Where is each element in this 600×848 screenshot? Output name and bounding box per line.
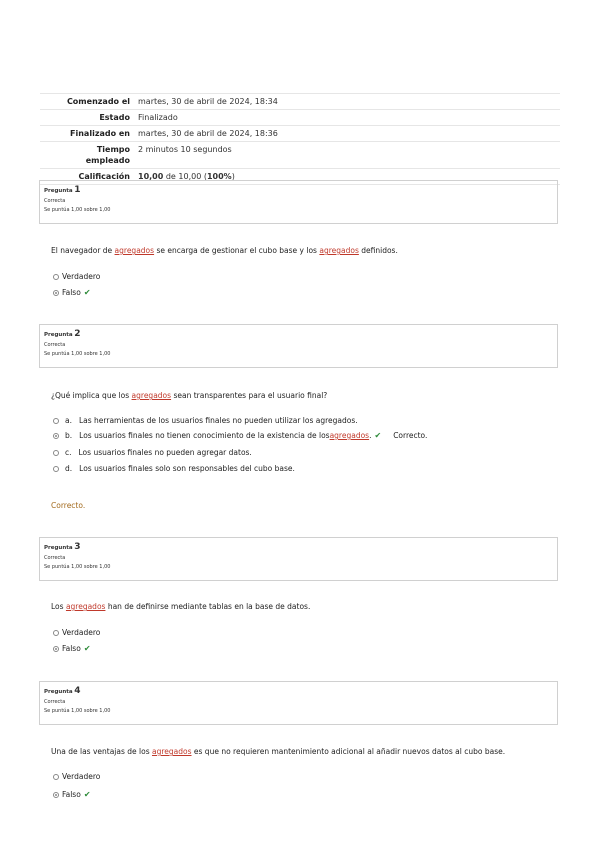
question-label: Pregunta: [44, 332, 73, 338]
summary-value: martes, 30 de abril de 2024, 18:34: [134, 94, 560, 110]
question-status: Correcta: [44, 342, 66, 348]
summary-row: [40, 110, 560, 126]
radio-icon[interactable]: [53, 646, 59, 652]
radio-icon[interactable]: [53, 274, 59, 280]
answer-option[interactable]: Verdadero: [53, 628, 100, 637]
question-label: Pregunta: [44, 188, 73, 194]
question-text: Una de las ventajas de los agregados es que no requieren mantenimiento adicional al añadir nuevos datos al cubo base.: [51, 747, 506, 756]
radio-icon[interactable]: [53, 466, 59, 472]
answer-option[interactable]: Verdadero: [53, 272, 100, 281]
question-info-box: [39, 537, 558, 581]
radio-icon[interactable]: [53, 450, 59, 456]
check-icon: ✔: [374, 431, 382, 440]
general-feedback: Correcto.: [51, 501, 86, 510]
question-number: 4: [74, 686, 81, 696]
option-feedback: Correcto.: [393, 431, 428, 440]
answer-option[interactable]: b. Los usuarios finales no tienen conocimiento de la existencia de los agregados . ✔ Correcto.: [53, 431, 427, 440]
question-label: Pregunta: [44, 545, 73, 551]
question-score: Se puntúa 1,00 sobre 1,00: [44, 564, 111, 570]
summary-label: Tiempo empleado: [40, 142, 134, 169]
check-icon: ✔: [83, 288, 91, 297]
summary-row: [40, 126, 560, 142]
question-info-box: [39, 180, 558, 224]
question-status: Correcta: [44, 198, 66, 204]
question-info-box: [39, 681, 558, 725]
summary-row: [40, 94, 560, 110]
summary-row: [40, 142, 560, 169]
summary-label: Comenzado el: [40, 94, 134, 110]
question-number: 1: [74, 185, 81, 195]
check-icon: ✔: [83, 790, 91, 799]
radio-icon[interactable]: [53, 792, 59, 798]
answer-option[interactable]: d. Los usuarios finales solo son responsables del cubo base.: [53, 464, 295, 473]
summary-value: martes, 30 de abril de 2024, 18:36: [134, 126, 560, 142]
radio-icon[interactable]: [53, 630, 59, 636]
summary-label: Estado: [40, 110, 134, 126]
question-score: Se puntúa 1,00 sobre 1,00: [44, 207, 111, 213]
question-score: Se puntúa 1,00 sobre 1,00: [44, 708, 111, 714]
summary-value: 2 minutos 10 segundos: [134, 142, 560, 169]
check-icon: ✔: [83, 644, 91, 653]
radio-icon[interactable]: [53, 774, 59, 780]
question-score: Se puntúa 1,00 sobre 1,00: [44, 351, 111, 357]
summary-label: Calificación: [40, 169, 134, 185]
question-text: El navegador de agregados se encarga de gestionar el cubo base y los agregados definidos.: [51, 246, 398, 255]
question-status: Correcta: [44, 699, 66, 705]
radio-icon[interactable]: [53, 290, 59, 296]
radio-icon[interactable]: [53, 418, 59, 424]
question-text: Los agregados han de definirse mediante tablas en la base de datos.: [51, 602, 311, 611]
question-label: Pregunta: [44, 689, 73, 695]
question-info-box: [39, 324, 558, 368]
attempt-summary-table: [40, 93, 560, 185]
answer-option[interactable]: Falso ✔: [53, 288, 91, 297]
answer-option[interactable]: Falso ✔: [53, 644, 91, 653]
question-number: 2: [74, 329, 81, 339]
answer-option[interactable]: Falso ✔: [53, 790, 91, 799]
summary-value: Finalizado: [134, 110, 560, 126]
summary-label: Finalizado en: [40, 126, 134, 142]
answer-option[interactable]: Verdadero: [53, 772, 100, 781]
answer-option[interactable]: a. Las herramientas de los usuarios finales no pueden utilizar los agregados.: [53, 416, 358, 425]
question-status: Correcta: [44, 555, 66, 561]
answer-option[interactable]: c. Los usuarios finales no pueden agregar datos.: [53, 448, 252, 457]
question-text: ¿Qué implica que los agregados sean transparentes para el usuario final?: [51, 391, 328, 400]
summary-value: 10,00 de 10,00 (100%): [134, 169, 560, 185]
question-number: 3: [74, 542, 81, 552]
radio-icon[interactable]: [53, 433, 59, 439]
